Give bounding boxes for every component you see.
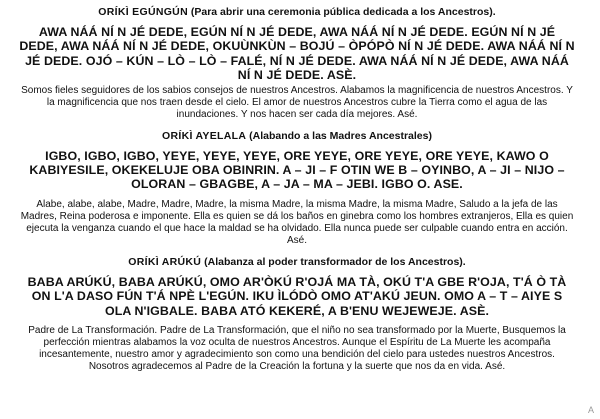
section-title: ORÍKÌ AYELALA — [162, 129, 247, 142]
section-oriki-ayelala — [18, 130, 576, 247]
section-heading — [18, 6, 576, 19]
section-subtitle: (Para abrir una ceremonia pública dedicada a los Ancestros). — [190, 6, 496, 18]
chant-text: BABA ARÚKÚ, BABA ARÚKÚ, OMO AR'ÒKÚ R'OJÁ MA TÀ, OKÚ T'A GBE R'OJA, T'Á Ò TÀ ON L'A DASO FÚN T'Á NPÈ L'EGÚN. IKU ÌLÓDÒ OMO AT'AKÚ JEUN. OMO A – T – AIYE S OLA N'IGBALE. BABA ATÓ KEKERÉ, A B'ENU WEJEWEJE. ASÈ. — [27, 274, 567, 318]
section-subtitle: (Alabando a las Madres Ancestrales) — [249, 129, 432, 142]
section-heading — [18, 256, 576, 269]
translation-text: Padre de La Transformación. Padre de La Transformación, que el niño no sea transformado por la Muerte, Busquemos la perfección mientras alabamos la voz oculta de nuestros Ancestros. Aunque el Espíritu de La Muerte les acompaña incesantemente, nuestro amor y agradecimiento son como una bendición del cielo para ustedes nuestros Ancestros. Nosotros agradecemos al Padre de la Creación la fortuna y la suerte que nos da en vida. Asé. — [28, 325, 566, 373]
section-title: ORÍKÌ EGÚNGÚN — [98, 6, 188, 18]
translation-text: Alabe, alabe, alabe, Madre, Madre, Madre, la misma Madre, la misma Madre, la misma Madre, Saludo a la jefa de las Madres, Reina poderosa e imponente. Ella es quien se dá los baños en ginebra como los hombres extranjeros, Ella es quien ejecuta la venganza cuando el que hace la maldad se ha olvidado. Ella nunca puede ser culpable cuando entra en acción. Asé. — [20, 198, 574, 246]
translation-text: Somos fieles seguidores de los sabios consejos de nuestros Ancestros. Alabamos la magnificencia de nuestros Ancestros. Y la magnificencia que nos traen desde el cielo. El amor de nuestros Ancestros cubre la Tierra como el agua de las inundaciones. Y nos hacen ser cada día mejores. Asé. — [21, 84, 573, 120]
document-page — [18, 6, 576, 382]
chant-text: AWA NÁÁ NÍ N JÉ DEDE, EGÚN NÍ N JÉ DEDE, AWA NÁÁ NÍ N JÉ DEDE. EGÚN NÍ N JÉ DEDE, AWA NÁÁ NÍ N JÉ DEDE, OKUÙNKÙN – BOJÚ – ÒPÓPÒ NÍ N JÉ DEDE. AWA NÁÁ NÍ N JÉ DEDE. OJÓ – KÚN – LÒ – LÒ – FALÉ, NÍ N JÉ DEDE. AWA NÁÁ NÍ N JÉ DEDE, AWA NÁÁ NÍ N JÉ DEDE. ASÈ. — [19, 25, 575, 83]
section-subtitle: (Alabanza al poder transformador de los Ancestros). — [204, 255, 466, 268]
chant-text: IGBO, IGBO, IGBO, YEYE, YEYE, YEYE, ORE YEYE, ORE YEYE, ORE YEYE, KAWO O KABIYESILE, OKEKELUJE OBA OBINRIN. A – JI – F OTIN WE B – OYINBO, A – JI – NIJO – OLORAN – GBAGBE, A – JA – MA – JEBI. IGBO O. ASE. — [29, 148, 565, 192]
section-title: ORÍKÌ ARÚKÚ — [128, 255, 202, 268]
section-heading — [18, 130, 576, 143]
section-oriki-egungun — [18, 6, 576, 121]
margin-mark: A — [587, 405, 594, 415]
section-oriki-aruku — [18, 256, 576, 373]
